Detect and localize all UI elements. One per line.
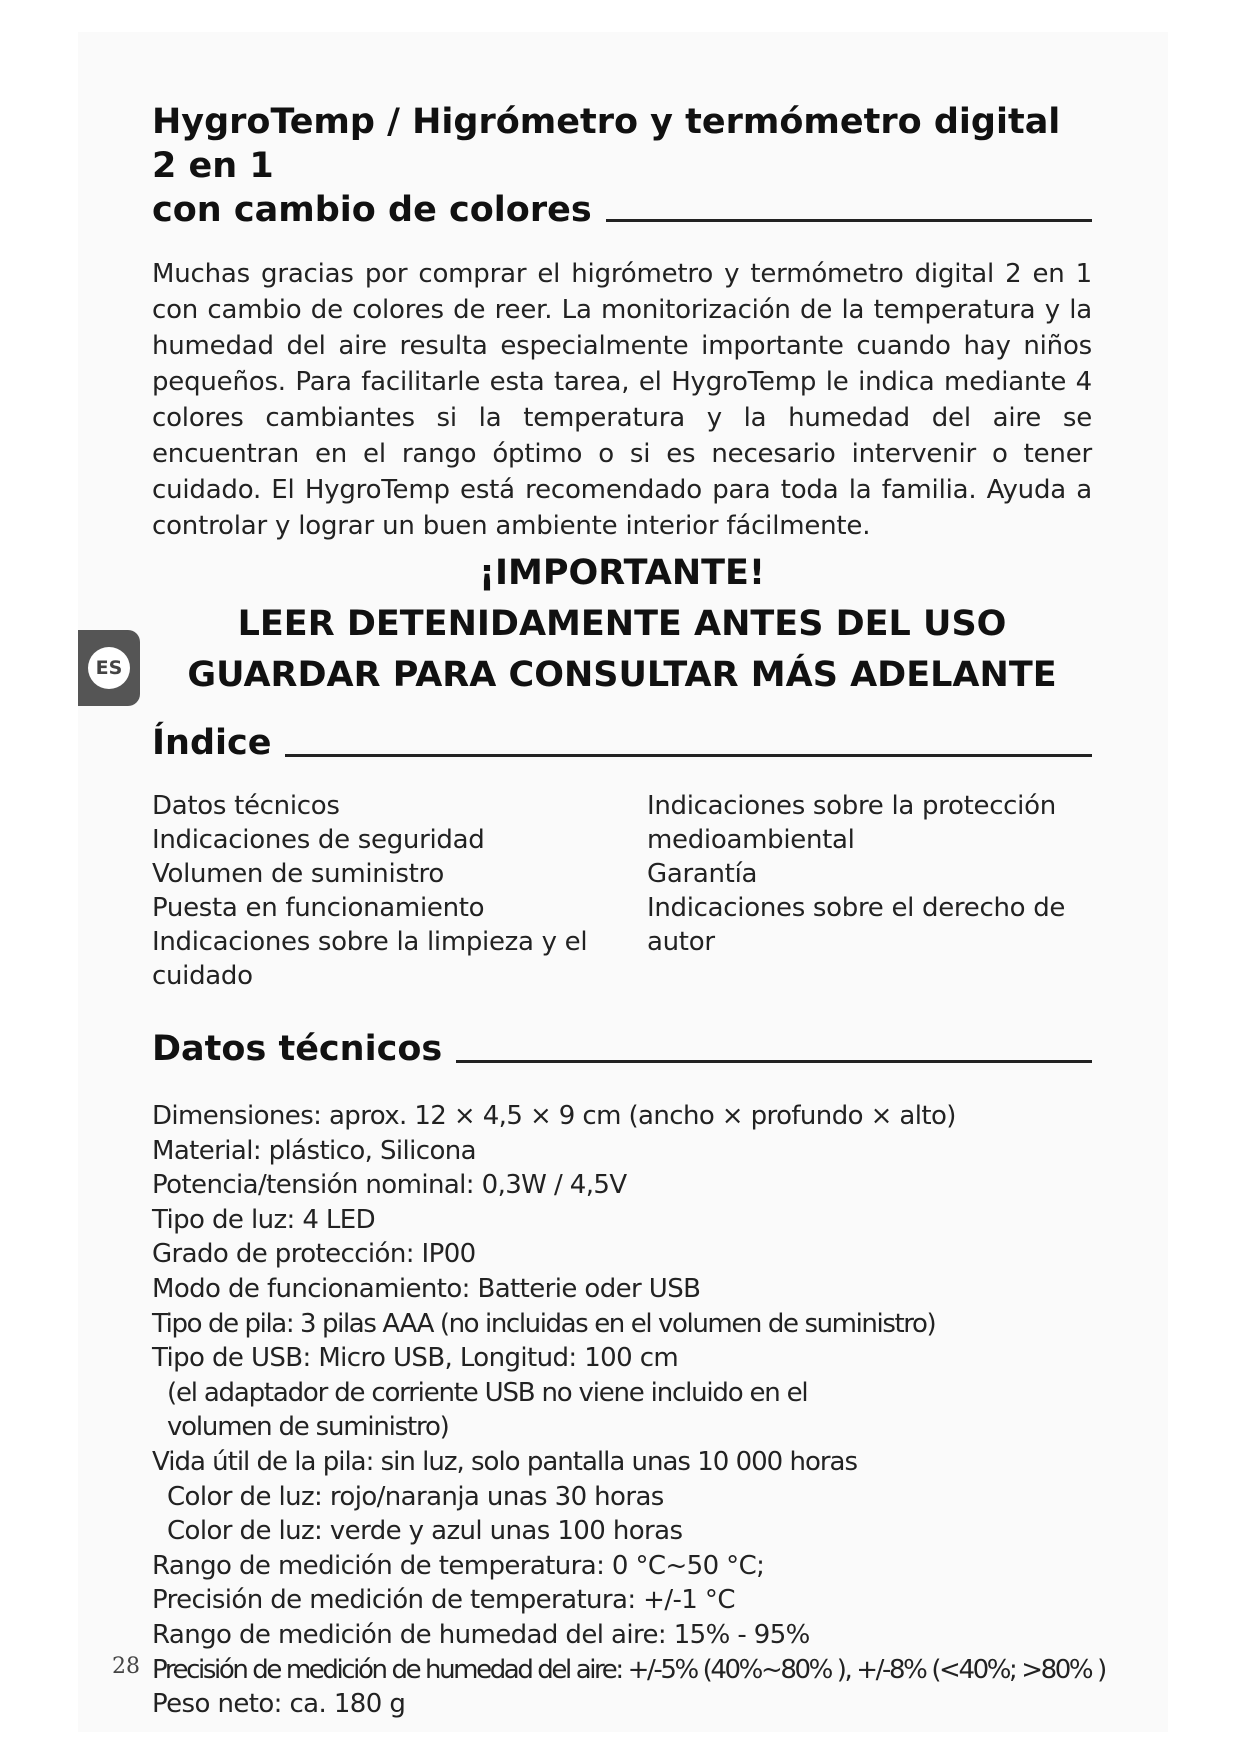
toc-left-column [152, 789, 647, 993]
important-line-1: ¡IMPORTANTE! [479, 553, 765, 593]
spec-line: Modo de funcionamiento: Batterie oder USB [152, 1273, 701, 1304]
spec-line: Material: plástico, Silicona [152, 1135, 476, 1166]
title-line-2: con cambio de colores [152, 190, 592, 230]
index-heading-row [152, 721, 1092, 765]
table-of-contents [152, 789, 1092, 993]
index-rule [285, 754, 1092, 757]
spec-line: Tipo de USB: Micro USB, Longitud: 100 cm [152, 1343, 679, 1374]
spec-line: Vida útil de la pila: sin luz, solo pantalla unas 10 000 horas [152, 1446, 858, 1477]
intro-paragraph: Muchas gracias por comprar el higrómetro y termómetro digital 2 en 1 con cambio de colores de reer. La monitorización de la temperatura y la humedad del aire resulta especialmente importante cuando hay niños pequeños. Para facilitarle esta tarea, el HygroTemp le indica mediante 4 colores cambiantes si la temperatura y la humedad del aire se encuentran en el rango óptimo o si es necesario intervenir o tener cuidado. El HygroTemp está recomendado para toda la familia. Ayuda a controlar y lograr un buen ambiente interior fácilmente. [152, 259, 1092, 541]
spec-line: Tipo de luz: 4 LED [152, 1204, 376, 1235]
language-badge: ES [88, 647, 130, 689]
tech-specs-list [152, 1099, 1105, 1722]
important-line-2: LEER DETENIDAMENTE ANTES DEL USO [237, 604, 1007, 644]
toc-item: Indicaciones sobre el derecho de [647, 893, 1066, 923]
spec-line: Rango de medición de temperatura: 0 °C~50 °C; [152, 1550, 765, 1581]
title-line-2-row [152, 188, 1092, 232]
important-line-3: GUARDAR PARA CONSULTAR MÁS ADELANTE [187, 655, 1057, 695]
tech-heading-row [152, 1027, 1092, 1071]
index-heading: Índice [152, 723, 272, 763]
important-notice [152, 548, 1092, 701]
toc-item: medioambiental [647, 825, 855, 855]
tech-heading: Datos técnicos [152, 1029, 443, 1069]
toc-right-column [647, 789, 1092, 993]
spec-line: Color de luz: verde y azul unas 100 horas [167, 1516, 683, 1547]
page-number: 28 [112, 1654, 140, 1679]
toc-item: Datos técnicos [152, 791, 340, 821]
toc-item: autor [647, 927, 715, 957]
toc-item: Puesta en funcionamiento [152, 893, 485, 923]
tech-rule [456, 1060, 1092, 1063]
toc-item: cuidado [152, 961, 253, 991]
title-line-1: HygroTemp / Higrómetro y termómetro digital 2 en 1 [152, 102, 1061, 186]
spec-line: (el adaptador de corriente USB no viene incluido en el [167, 1377, 808, 1408]
spec-line: Tipo de pila: 3 pilas AAA (no incluidas en el volumen de suministro) [152, 1308, 936, 1339]
document-content [152, 100, 1105, 1722]
spec-line: Dimensiones: aprox. 12 × 4,5 × 9 cm (ancho × profundo × alto) [152, 1101, 956, 1131]
title-rule [606, 219, 1092, 222]
language-tab [78, 630, 140, 706]
toc-item: Indicaciones de seguridad [152, 825, 485, 855]
toc-item: Indicaciones sobre la protección [647, 791, 1056, 821]
spec-line: Peso neto: ca. 180 g [152, 1689, 406, 1720]
spec-line: Rango de medición de humedad del aire: 15% - 95% [152, 1619, 810, 1650]
toc-item: Garantía [647, 859, 758, 889]
toc-item: Indicaciones sobre la limpieza y el [152, 927, 588, 957]
document-title [152, 100, 1092, 232]
spec-line: Precisión de medición de humedad del aire: +/-5% (40%~80% ), +/-8% (<40%; >80% ) [152, 1654, 1105, 1685]
toc-item: Volumen de suministro [152, 859, 444, 889]
spec-line: Precisión de medición de temperatura: +/-1 °C [152, 1585, 735, 1616]
spec-line: volumen de suministro) [167, 1412, 449, 1443]
spec-line: Color de luz: rojo/naranja unas 30 horas [167, 1481, 664, 1512]
spec-line: Grado de protección: IP00 [152, 1239, 476, 1270]
spec-line: Potencia/tensión nominal: 0,3W / 4,5V [152, 1170, 627, 1201]
